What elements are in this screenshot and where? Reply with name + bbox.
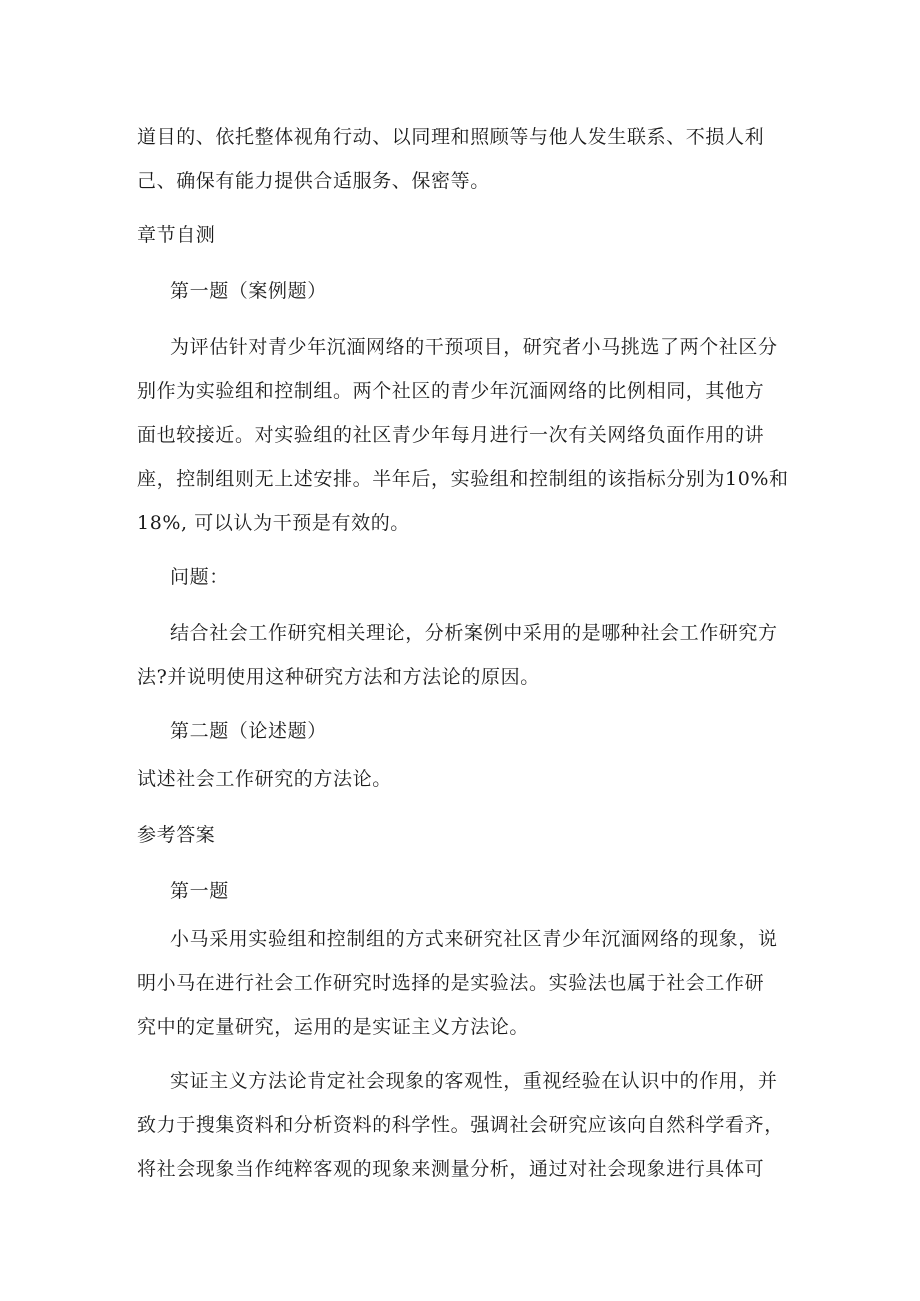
question-1-title: 第一题（案例题） [170,280,327,302]
text-line: 法?并说明使用这种研究方法和方法论的原因。 [137,666,540,688]
text-line: 明小马在进行社会工作研究时选择的是实验法。实验法也属于社会工作研 [137,972,765,994]
text-line: 究中的定量研究，运用的是实证主义方法论。 [137,1016,530,1038]
section-heading-answers: 参考答案 [137,824,216,846]
question-2-text: 试述社会工作研究的方法论。 [137,768,392,790]
text-line: 别作为实验组和控制组。两个社区的青少年沉湎网络的比例相同，其他方 [137,380,765,402]
answer-1-title: 第一题 [170,880,229,902]
question-1-question-paragraph [137,611,787,699]
text-line: 实证主义方法论肯定社会现象的客观性，重视经验在认识中的作用，并 [170,1070,778,1092]
section-heading-self-test: 章节自测 [137,224,216,246]
text-line: 结合社会工作研究相关理论，分析案例中采用的是哪种社会工作研究方 [170,622,778,644]
question-2-title: 第二题（论述题） [170,720,327,742]
question-1-label: 问题： [170,566,229,588]
answer-1-paragraph-2 [137,1059,787,1191]
question-1-case-paragraph [137,325,787,545]
text-line: 为评估针对青少年沉湎网络的干预项目，研究者小马挑选了两个社区分 [170,336,778,358]
document-body [137,115,787,1201]
text-line: 小马采用实验组和控制组的方式来研究社区青少年沉湎网络的现象，说 [170,928,778,950]
text-line: 面也较接近。对实验组的社区青少年每月进行一次有关网络负面作用的讲 [137,424,765,446]
text-line: 致力于搜集资料和分析资料的科学性。强调社会研究应该向自然科学看齐， [137,1114,784,1136]
text-line: 己、确保有能力提供合适服务、保密等。 [137,170,490,192]
intro-paragraph [137,115,787,203]
text-line: 座，控制组则无上述安排。半年后，实验组和控制组的该指标分别为10%和 [137,468,789,490]
answer-1-paragraph-1 [137,917,787,1049]
text-line: 道目的、依托整体视角行动、以同理和照顾等与他人发生联系、不损人利 [137,126,765,148]
text-line: 18%, 可以认为干预是有效的。 [137,512,410,534]
text-line: 将社会现象当作纯粹客观的现象来测量分析，通过对社会现象进行具体可 [137,1158,765,1180]
